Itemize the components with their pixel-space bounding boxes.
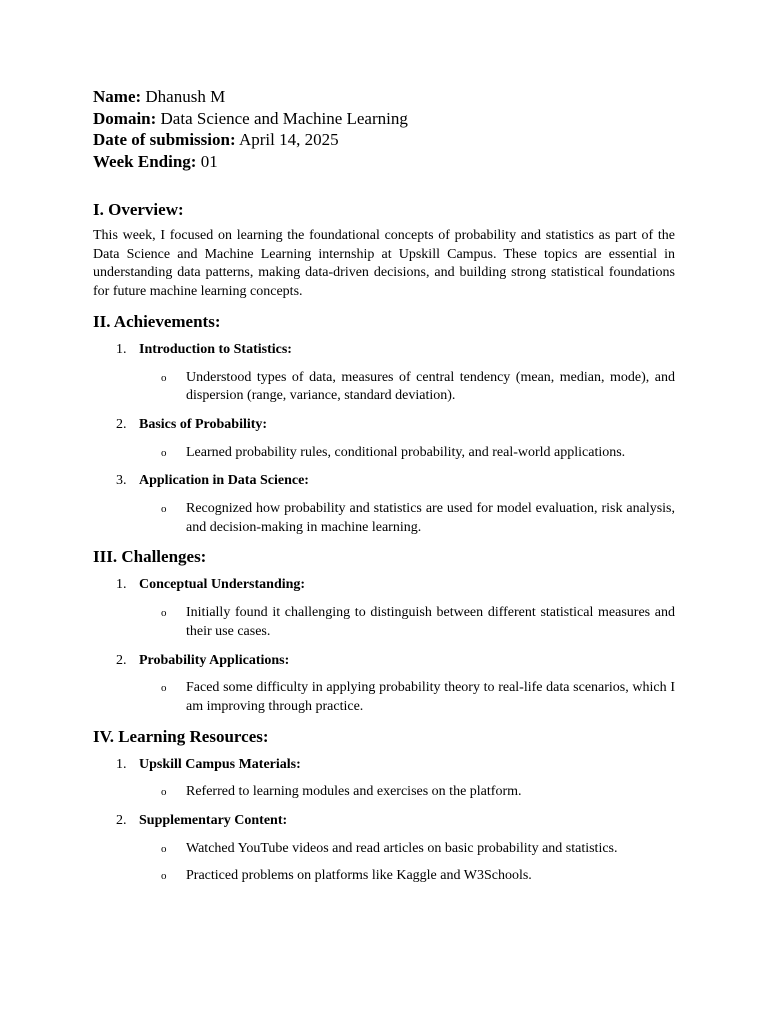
list-item-title: Supplementary Content: <box>139 813 288 829</box>
bullet-circle-icon: o <box>161 682 167 695</box>
week-line <box>93 151 675 173</box>
domain-line <box>93 108 675 130</box>
list-item <box>93 812 675 831</box>
list-item-number: 2. <box>116 416 127 432</box>
list-item <box>93 416 675 435</box>
domain-label: Domain: <box>93 108 157 128</box>
bullet-circle-icon: o <box>161 786 167 799</box>
bullet-item <box>161 604 675 641</box>
bullet-circle-icon: o <box>161 870 167 883</box>
bullet-text: Learned probability rules, conditional probability, and real-world applications. <box>186 444 626 460</box>
list-item-title: Probability Applications: <box>139 652 290 668</box>
list-item <box>93 576 675 595</box>
bullet-item <box>161 840 675 859</box>
name-line <box>93 86 675 108</box>
list-item-number: 2. <box>116 813 127 829</box>
domain-value: Data Science and Machine Learning <box>160 108 408 128</box>
bullet-item <box>161 500 675 537</box>
report-page <box>93 86 675 886</box>
list-item <box>93 472 675 491</box>
resources-heading: IV. Learning Resources: <box>93 726 269 746</box>
overview-heading: I. Overview: <box>93 200 184 219</box>
bullet-text: Referred to learning modules and exercises on the platform. <box>186 784 522 800</box>
list-item-title: Upskill Campus Materials: <box>139 756 301 772</box>
list-item <box>93 756 675 775</box>
list-item <box>93 341 675 360</box>
bullet-circle-icon: o <box>161 503 167 516</box>
week-label: Week Ending: <box>93 151 197 171</box>
bullet-item <box>161 867 675 886</box>
list-item-number: 3. <box>116 473 127 489</box>
date-line <box>93 129 675 151</box>
bullet-circle-icon: o <box>161 607 167 620</box>
bullet-text: Initially found it challenging to distinguish between different statistical measures and their use cases. <box>186 605 675 639</box>
achievements-heading: II. Achievements: <box>93 311 221 331</box>
list-item-title: Application in Data Science: <box>139 473 309 489</box>
bullet-circle-icon: o <box>161 371 167 384</box>
bullet-text: Watched YouTube videos and read articles on basic probability and statistics. <box>186 840 618 856</box>
list-item-title: Basics of Probability: <box>139 416 268 432</box>
name-value: Dhanush M <box>145 87 226 106</box>
challenges-section <box>93 546 675 716</box>
bullet-item <box>161 679 675 716</box>
list-item-number: 1. <box>116 577 127 593</box>
bullet-item <box>161 444 675 463</box>
date-value: April 14, 2025 <box>238 130 339 149</box>
achievements-section <box>93 311 675 538</box>
bullet-circle-icon: o <box>161 842 167 855</box>
list-item-title: Introduction to Statistics: <box>139 341 292 357</box>
list-item-number: 2. <box>116 652 127 668</box>
bullet-text: Practiced problems on platforms like Kaggle and W3Schools. <box>186 868 532 884</box>
bullet-text: Faced some difficulty in applying probability theory to real-life data scenarios, which I am improving through practice. <box>186 680 675 714</box>
challenges-heading: III. Challenges: <box>93 547 207 567</box>
resources-section <box>93 726 675 887</box>
list-item-number: 1. <box>116 756 127 772</box>
list-item-title: Conceptual Understanding: <box>139 577 306 593</box>
bullet-text: Recognized how probability and statistics are used for model evaluation, risk analysis, and decision-making in machine learning. <box>186 501 675 535</box>
bullet-item <box>161 369 675 406</box>
list-item-number: 1. <box>116 341 127 357</box>
bullet-text: Understood types of data, measures of central tendency (mean, median, mode), and dispersion (range, variance, standard deviation). <box>186 369 675 404</box>
bullet-circle-icon: o <box>161 446 167 459</box>
week-value: 01 <box>200 151 218 171</box>
date-label: Date of submission: <box>93 130 236 149</box>
bullet-item <box>161 783 675 802</box>
list-item <box>93 652 675 671</box>
overview-paragraph: This week, I focused on learning the foundational concepts of probability and statistics as part of the Data Science and Machine Learning internship at Upskill Campus. These topics are essential in understanding data patterns, making data-driven decisions, and building strong statistical foundations for future machine learning concepts. <box>93 228 675 300</box>
name-label: Name: <box>93 87 142 106</box>
